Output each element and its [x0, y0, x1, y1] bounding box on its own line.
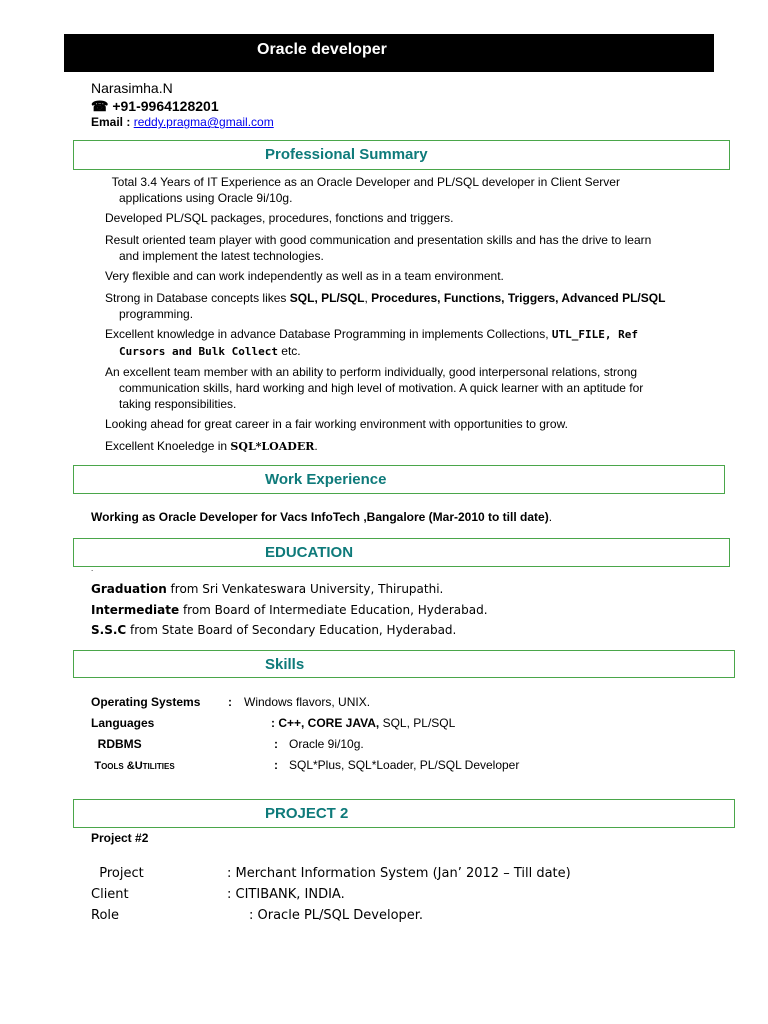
phone-line: [91, 98, 219, 115]
project-heading: Project #2: [91, 831, 149, 845]
list-item: Looking ahead for great career in a fair working environment with opportunities to grow.: [105, 417, 568, 431]
email-line: [91, 115, 274, 129]
project-row: Project : Merchant Information System (Jan’ 2012 – Till date): [99, 866, 571, 881]
title-bar: [64, 34, 714, 72]
list-item: Developed PL/SQL packages, procedures, fonctions and triggers.: [105, 211, 454, 225]
skills-list: [91, 694, 711, 778]
section-title: EDUCATION: [265, 544, 354, 561]
project-details: [91, 863, 711, 926]
phone-number: +91-9964128201: [112, 98, 219, 114]
section-education: [73, 538, 730, 567]
section-title: Skills: [265, 656, 305, 673]
work-item: Working as Oracle Developer for Vacs InfoTech ,Bangalore (Mar-2010 to till date).: [91, 510, 553, 524]
skill-row: Languages : C++, CORE JAVA, SQL, PL/SQL: [91, 716, 456, 730]
list-item: Excellent Knoeledge in SQL*LOADER.: [105, 439, 318, 453]
list-item: Excellent knowledge in advance Database Programming in implements Collections, UTL_FILE, Ref Cursors and Bulk Collect etc.: [105, 327, 638, 358]
list-item: Very flexible and can work independently as well as in a team environment.: [105, 269, 504, 283]
candidate-name: Narasimha.N: [91, 80, 173, 96]
phone-icon: ☎: [91, 98, 109, 114]
section-title: Professional Summary: [265, 146, 428, 163]
summary-list: [91, 174, 731, 455]
skill-row: Operating Systems : Windows flavors, UNIX.: [91, 695, 371, 709]
email-link[interactable]: reddy.pragma@gmail.com: [133, 115, 274, 129]
section-professional-summary: [73, 140, 730, 170]
education-list: [91, 579, 488, 641]
list-item: Total 3.4 Years of IT Experience as an Oracle Developer and PL/SQL developer in Client Server applications using Oracle 9i/10g.: [111, 175, 620, 205]
list-item: Result oriented team player with good communication and presentation skills and has the drive to learn and implement the latest technologies.: [105, 233, 652, 263]
section-project: [73, 799, 735, 828]
section-skills: [73, 650, 735, 678]
section-title: Work Experience: [265, 471, 387, 488]
list-item: Strong in Database concepts likes SQL, PL/SQL, Procedures, Functions, Triggers, Advanced PL/SQL programming.: [105, 291, 666, 321]
page-title: Oracle developer: [257, 41, 387, 58]
project-row: Client : CITIBANK, INDIA.: [91, 887, 345, 902]
list-item: S.S.C from State Board of Secondary Education, Hyderabad.: [91, 623, 457, 637]
email-label: Email :: [91, 115, 131, 129]
education-dot: .: [91, 564, 94, 573]
section-title: PROJECT 2: [265, 805, 349, 822]
skill-row: RDBMS : Oracle 9i/10g.: [97, 737, 364, 751]
skill-row: Tools &Utilities : SQL*Plus, SQL*Loader, PL/SQL Developer: [94, 758, 520, 772]
list-item: Graduation from Sri Venkateswara University, Thirupathi.: [91, 582, 444, 596]
list-item: Intermediate from Board of Intermediate Education, Hyderabad.: [91, 602, 488, 617]
section-work-experience: [73, 465, 725, 494]
project-row: Role : Oracle PL/SQL Developer.: [91, 908, 424, 923]
list-item: An excellent team member with an ability to perform individually, good interpersonal relations, strong communication skills, hard working and high level of motivation. A quick learner with an aptitude for taking responsibilities.: [105, 365, 644, 411]
